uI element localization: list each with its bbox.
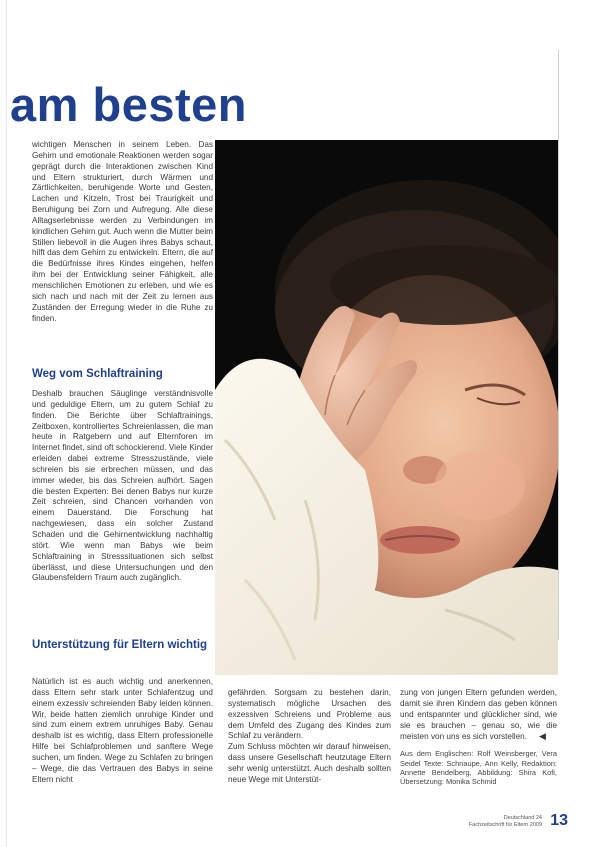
page-number: 13 — [550, 812, 568, 829]
page-gutter-line — [6, 0, 7, 847]
end-mark-icon: ◀ — [538, 731, 546, 742]
column-two-paragraph-1: gefährden. Sorgsam zu bestehen darin, systematisch mögliche Ursachen des exzessiven Schreiens und Probleme aus dem Umfeld des Zugang des Kindes zum Schlaf zu verändern. — [228, 688, 391, 741]
footer-issue-line: Fachzeitschrift für Eltern 2009 — [468, 822, 542, 828]
column-three-text: zung von jungen Eltern gefunden werden, damit sie ihren Kindern das geben können und entspannter und glücklicher sind, wie sie es brauchen – genau so, wie die meisten von uns es sich vorstellen. — [400, 688, 557, 742]
heading-unterstuetzung: Unterstützung für Eltern wichtig — [32, 639, 208, 651]
heading-schlaftraining: Weg vom Schlaftraining — [32, 368, 163, 380]
right-margin-rule — [558, 50, 559, 640]
page-footer — [398, 812, 568, 834]
column-three — [400, 688, 557, 787]
intro-paragraph: wichtigen Menschen in seinem Leben. Das Gehirn und emotionale Reaktionen werden sogar geprägt durch die Interaktionen zwischen Kind und Eltern strukturiert, durch Wärmen und Zärtlichkeiten, beruhigende Worte und Gesten, Lachen und Kitzeln, Trost bei Traurigkeit und Beruhigung bei Zorn und Aufregung. Alle diese Alltagserlebnisse werden zu Verbindungen im kindlichen Gehirn gut. Auch wenn die Mutter beim Stillen liebevoll in die Augen ihres Babys schaut, hilft das dem Gehirn zu entwickeln. Eltern, die auf die Bedürfnisse ihres Kindes eingehen, helfen ihm bei der Entwicklung seiner Fähigkeit, alle menschlichen Emotionen zu erleben, und wie es sich nach und nach mit der Zeit zu lernen aus Zuständen der Erregung wieder in die Ruhe zu finden. — [32, 140, 213, 323]
column-three-paragraph — [400, 688, 557, 743]
column-one-schlaftraining — [32, 389, 213, 584]
unterstuetzung-paragraph: Natürlich ist es auch wichtig und anerkennen, dass Eltern sehr stark unter Schlafentzug und einem exzessiv schreienden Baby leiden können. Wir, beide hatten ziemlich unruhige Kinder und sind zum einem extrem unruhiges Baby. Genau deshalb ist es wichtig, dass Eltern professionelle Hilfe bei Schlafproblemen und sanftere Wege suchen, um finden. Wege zu Schlafen zu bringen – Wege, die das Vertrauen des Babys in seine Eltern nicht — [32, 677, 213, 784]
schlaftraining-paragraph: Deshalb brauchen Säuglinge verständnisvolle und geduldige Eltern, um zu gutem Schlaf zu finden. Die Berichte über Schlaftrainings, Zeitboxen, kontrolliertes Schreienlassen, die man heute in Ratgebern und auf Elternforen im Internet findet, sind oft schockierend. Viele Kinder erleiden dabei extreme Stresszustände, viele schreien bis sie erbrechen müssen, und das immer wieder, bis das Schreien aufhört. Sagen die besten Experten: Bei denen Babys nur kurze Zeit schreien, sind Chancen vorhanden von einem Dauerstand. Die Forschung hat nachgewiesen, dass ein solcher Zustand Schaden und die Gehirnentwicklung nachhaltig stört. Wie wenn man Babys wie beim Schlaftraining in Stresssituationen sich selbst überlässt, und diese Untersuchungen und den Glaubensfeldern Traum auch zugänglich. — [32, 389, 213, 583]
article-credits: Aus dem Englischen: Rolf Weinsberger, Vera Seidel Texte: Schnaupe, Ann Kelly, Redaktion: Annette Bendelberg, Abbildung: Shira Kofi, Übersetzung: Monika Schmid — [400, 749, 557, 787]
column-two-paragraph-2: Zum Schluss möchten wir darauf hinweisen, dass unsere Gesellschaft heutzutage Eltern sehr wenig unterstützt. Auch deshalb sollten neue Wege mit Unterstüt- — [228, 742, 391, 784]
footer-publication-line: Deutschland 24 — [503, 815, 542, 821]
baby-photo-illustration — [215, 140, 558, 675]
column-one-unterstuetzung — [32, 677, 213, 785]
column-one-intro — [32, 140, 213, 324]
column-two — [228, 688, 391, 786]
sleeping-baby-photo — [215, 140, 558, 675]
article-headline: am besten — [10, 78, 247, 131]
